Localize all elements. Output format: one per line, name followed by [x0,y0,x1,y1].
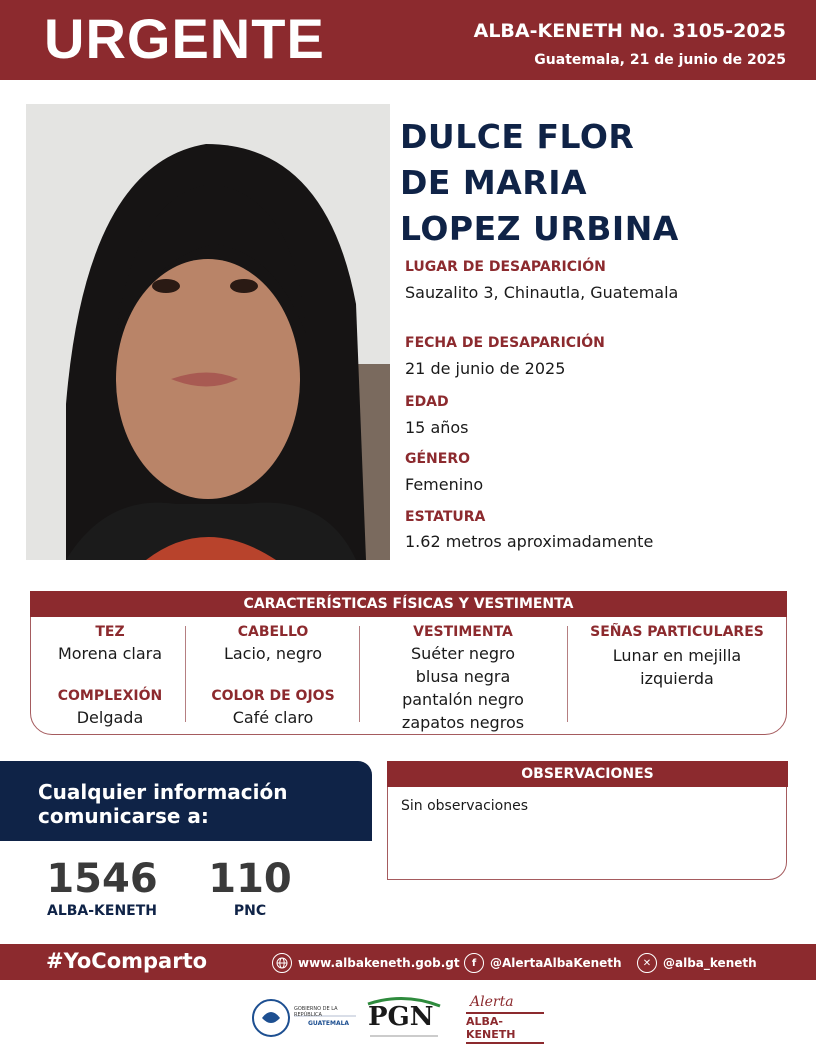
tez-label: TEZ [95,624,125,640]
contact-line: comunicarse a: [38,804,209,828]
facebook-text: @AlertaAlbaKeneth [490,956,622,970]
pgn-logo [364,994,444,1042]
characteristics-title: CARACTERÍSTICAS FÍSICAS Y VESTIMENTA [30,591,787,617]
phone-number-pnc: 110 [208,856,292,902]
date-value: 21 de junio de 2025 [405,359,566,378]
eye-color-label: COLOR DE OJOS [211,688,335,704]
hair-value: Lacio, negro [223,644,323,663]
height-label: ESTATURA [405,509,486,525]
observations-text: Sin observaciones [401,798,529,814]
column-divider [185,626,186,722]
complexion-value: Delgada [76,708,144,727]
person-name [400,114,679,252]
facebook-icon: f [464,953,484,973]
alerta-alba-keneth-logo [464,994,544,1042]
clothing-label: VESTIMENTA [413,624,513,640]
marks-line: izquierda [640,669,714,688]
contact-line: Cualquier información [38,780,288,804]
tez-value: Morena clara [57,644,163,663]
clothing-list [364,642,562,734]
case-number: ALBA-KENETH No. 3105-2025 [473,20,786,42]
globe-icon [272,953,292,973]
website-text: www.albakeneth.gob.gt [298,956,460,970]
date-label: FECHA DE DESAPARICIÓN [405,335,605,351]
phone-number-alba-keneth: 1546 [46,856,158,902]
name-line-2: DE MARIA [400,163,588,202]
column-divider [567,626,568,722]
name-line-1: DULCE FLOR [400,117,635,156]
marks-line: Lunar en mejilla [612,646,742,665]
gender-label: GÉNERO [405,451,471,467]
marks-value [572,644,782,690]
phone-label-pnc: PNC [233,903,267,919]
guatemala-government-logo [250,994,358,1042]
clothing-item: zapatos negros [401,713,525,732]
website-link[interactable] [272,951,460,975]
missing-person-photo [26,104,390,560]
marks-label: SEÑAS PARTICULARES [590,624,764,640]
phone-label-alba-keneth: ALBA-KENETH [46,903,158,919]
height-value: 1.62 metros aproximadamente [405,532,654,551]
alerta-word: Alerta [470,994,514,1010]
x-link[interactable] [637,951,757,975]
contact-text [38,780,288,828]
gov-logo-line-2: GUATEMALA [308,1020,350,1027]
clothing-item: blusa negra [415,667,511,686]
place-value: Sauzalito 3, Chinautla, Guatemala [405,283,679,302]
hair-label: CABELLO [237,624,309,640]
facebook-link[interactable] [464,951,622,975]
hashtag: #YoComparto [46,949,208,973]
clothing-item: Suéter negro [410,644,516,663]
place-label: LUGAR DE DESAPARICIÓN [405,259,606,275]
case-date: Guatemala, 21 de junio de 2025 [534,52,786,68]
observations-title: OBSERVACIONES [387,761,788,787]
eye-color-value: Café claro [232,708,314,727]
pgn-logo-text: PGN [368,1002,434,1032]
complexion-label: COMPLEXIÓN [57,688,163,704]
alerta-name: ALBA-KENETH [466,1012,544,1044]
gender-value: Femenino [405,475,484,494]
age-label: EDAD [405,394,449,410]
x-icon: ✕ [637,953,657,973]
age-value: 15 años [405,418,469,437]
x-text: @alba_keneth [663,956,757,970]
gov-logo-line-1: GOBIERNO DE LA REPÚBLICA [294,1006,338,1018]
column-divider [359,626,360,722]
urgent-title: URGENTE [44,7,325,70]
name-line-3: LOPEZ URBINA [400,209,679,248]
clothing-item: pantalón negro [402,690,524,709]
